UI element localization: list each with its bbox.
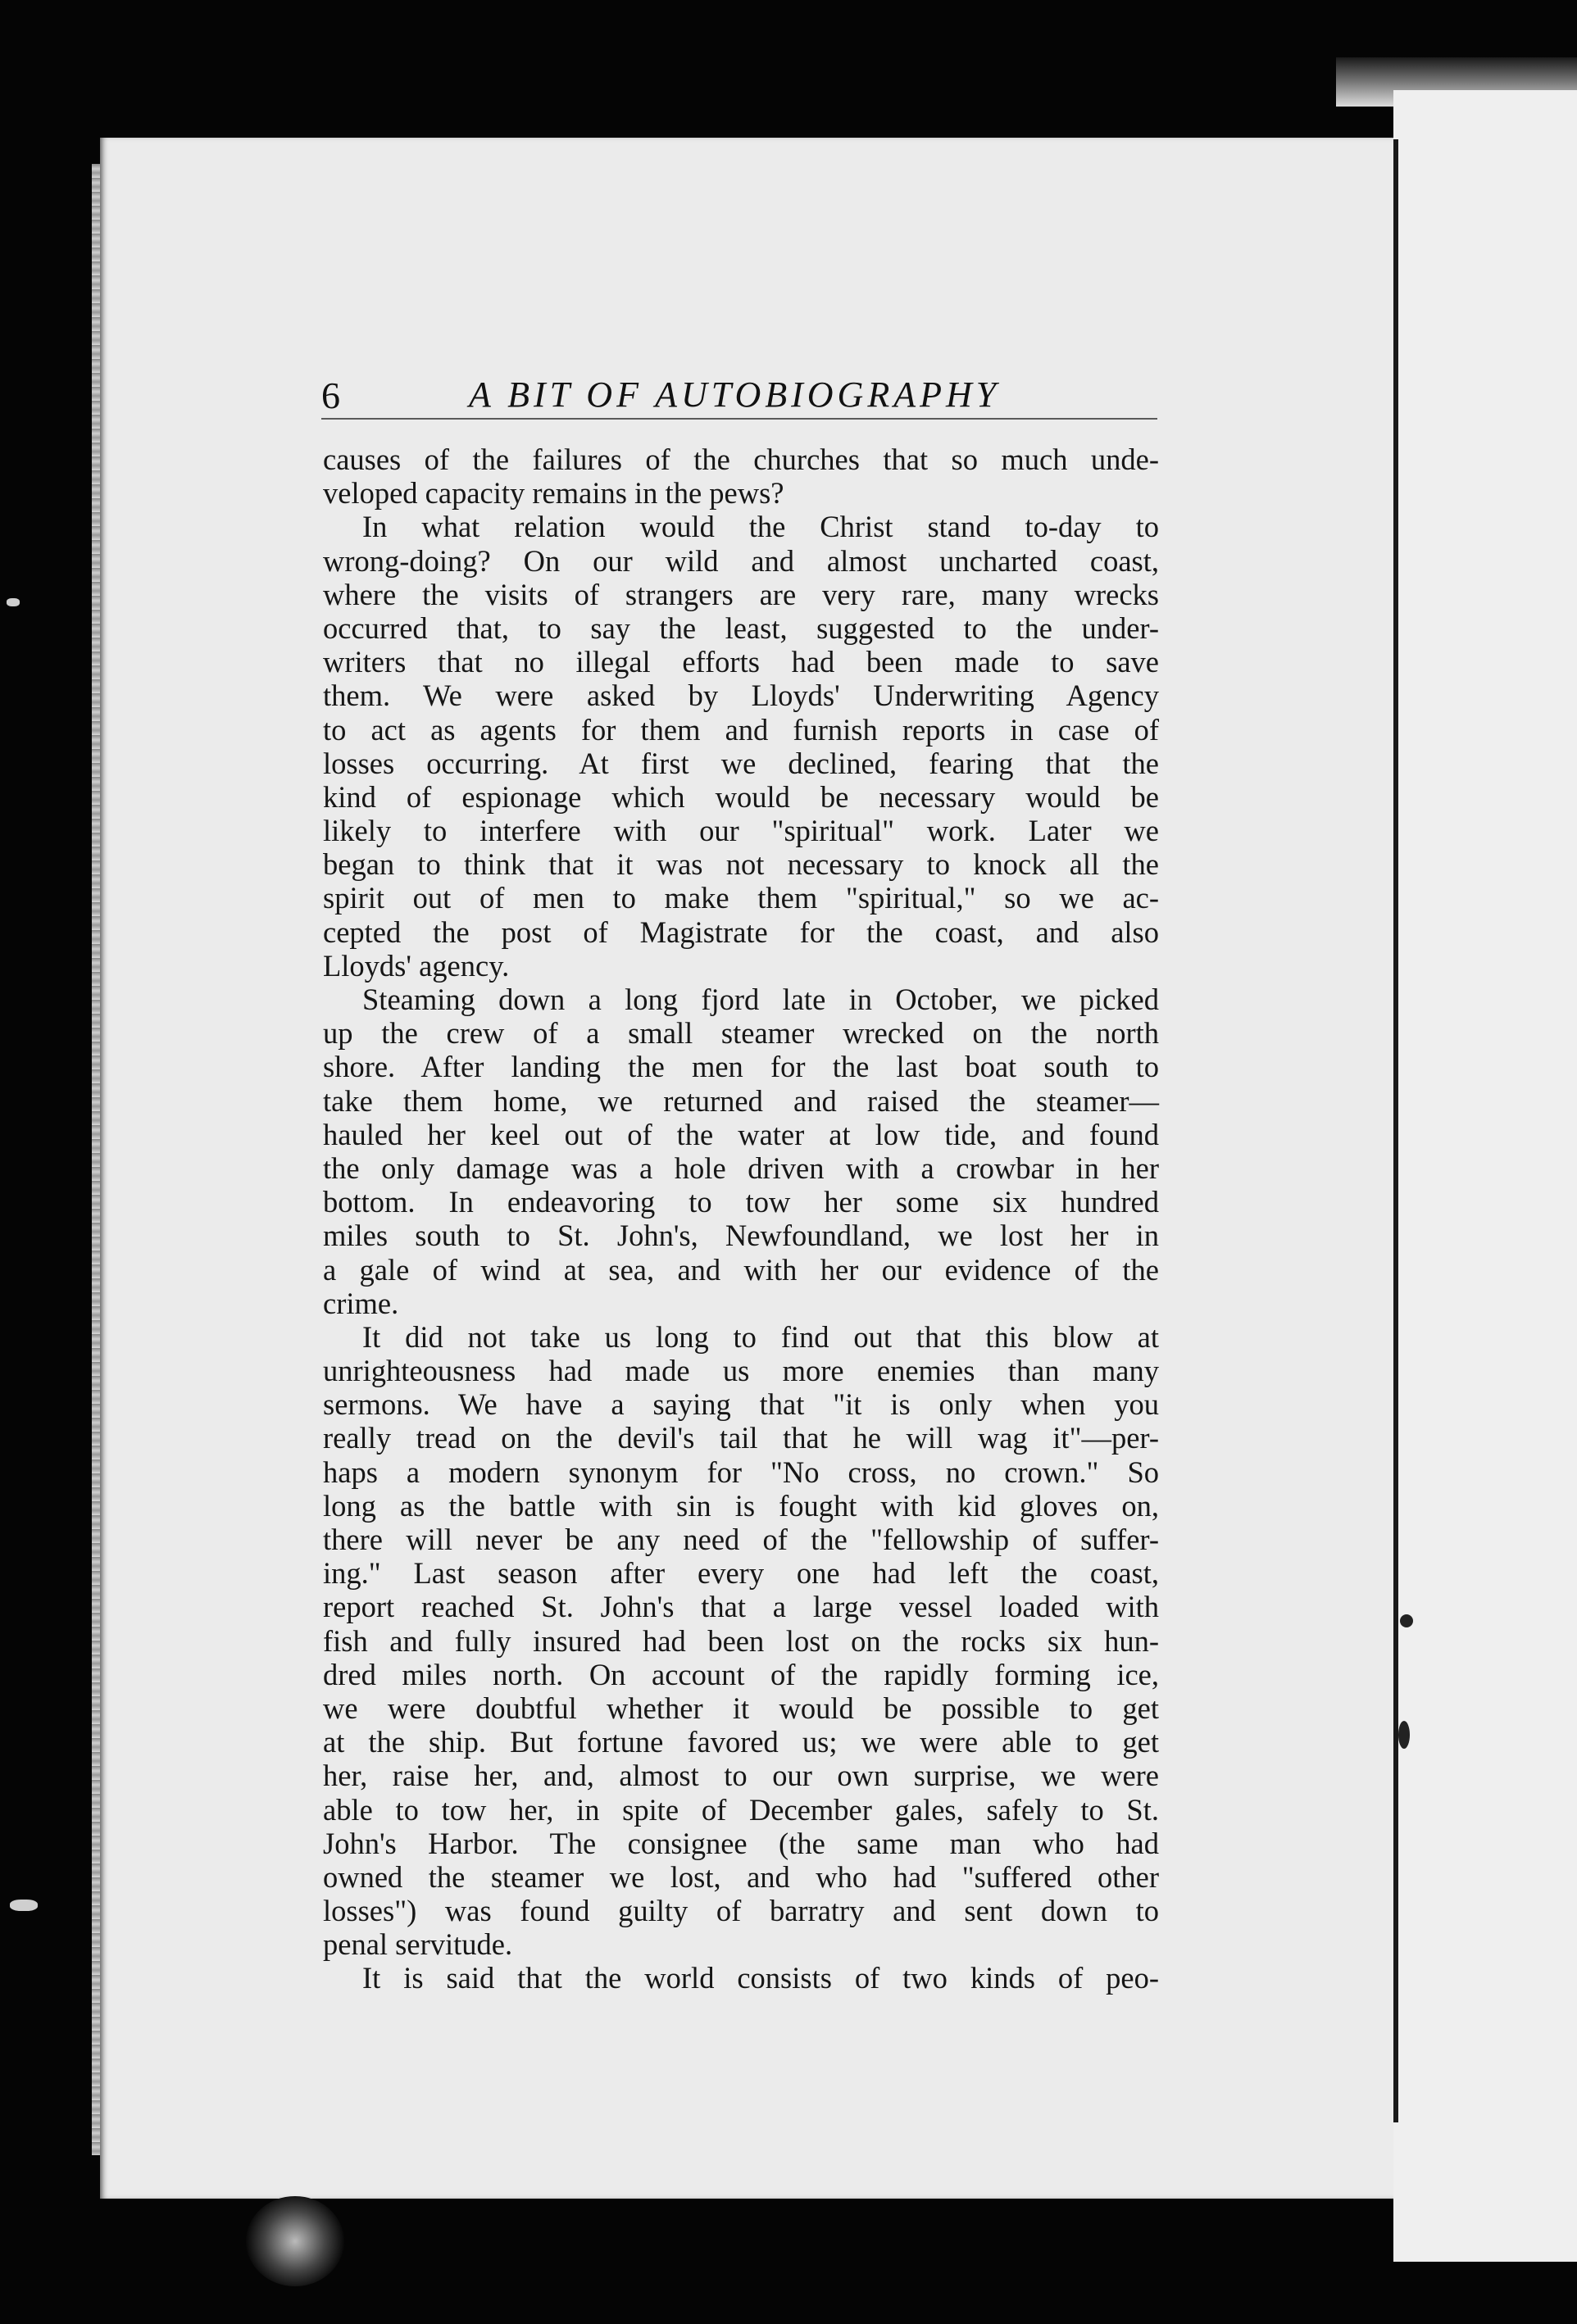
facing-page-mark: [1400, 1614, 1413, 1627]
text-line: began to think that it was not necessary to knock all the: [323, 847, 1159, 882]
text-line: losses occurring. At first we declined, fearing that the: [323, 746, 1159, 780]
text-line: Lloyds' agency.: [323, 948, 510, 983]
text-line: sermons. We have a saying that "it is only when you: [323, 1387, 1159, 1422]
text-line: In what relation would the Christ stand to-day to: [362, 510, 1159, 544]
text-line: losses") was found guilty of barratry and sent down to: [323, 1894, 1159, 1928]
text-line: we were doubtful whether it would be possible to get: [323, 1691, 1159, 1725]
text-line: dred miles north. On account of the rapidly forming ice,: [323, 1657, 1159, 1691]
text-line: take them home, we returned and raised the steamer—: [323, 1083, 1159, 1118]
facing-page: [1393, 90, 1577, 2262]
text-line: the only damage was a hole driven with a crowbar in her: [323, 1151, 1159, 1185]
text-line: where the visits of strangers are very rare, many wrecks: [323, 577, 1159, 611]
text-line: there will never be any need of the "fellowship of suffer-: [323, 1523, 1159, 1556]
text-line: causes of the failures of the churches that so much unde-: [323, 443, 1159, 476]
facing-page-mark: [1398, 1721, 1410, 1749]
text-line: ing." Last season after every one had left the coast,: [323, 1556, 1159, 1591]
text-line: long as the battle with sin is fought with kid gloves on,: [323, 1488, 1159, 1523]
text-line: miles south to St. John's, Newfoundland, we lost her in: [323, 1219, 1159, 1253]
text-line: kind of espionage which would be necessary would be: [323, 779, 1159, 814]
text-line: Steaming down a long fjord late in October, we picked: [362, 983, 1159, 1016]
text-line: wrong-doing? On our wild and almost uncharted coast,: [323, 543, 1159, 578]
text-line: occurred that, to say the least, suggested to the under-: [323, 611, 1159, 645]
page-header: [321, 370, 1157, 420]
page-number: 6: [321, 374, 340, 416]
text-line: a gale of wind at sea, and with her our evidence of the: [323, 1252, 1159, 1287]
text-line: It did not take us long to find out that this blow at: [362, 1319, 1159, 1354]
text-line: writers that no illegal efforts had been made to save: [323, 645, 1159, 679]
facing-page-edge: [1393, 139, 1398, 2122]
text-line: fish and fully insured had been lost on the rocks six hun-: [323, 1623, 1159, 1658]
text-line: her, raise her, and, almost to our own surprise, we were: [323, 1759, 1159, 1793]
text-line: to act as agents for them and furnish reports in case of: [323, 712, 1159, 747]
text-line: at the ship. But fortune favored us; we were able to get: [323, 1725, 1159, 1759]
text-line: likely to interfere with our "spiritual" work. Later we: [323, 814, 1159, 848]
text-line: It is said that the world consists of two kinds of peo-: [362, 1961, 1159, 1995]
text-line: hauled her keel out of the water at low tide, and found: [323, 1117, 1159, 1151]
text-line: spirit out of men to make them "spiritual," so we ac-: [323, 881, 1159, 915]
text-line: crime.: [323, 1286, 399, 1320]
text-line: shore. After landing the men for the last boat south to: [323, 1050, 1159, 1084]
text-line: penal servitude.: [323, 1927, 513, 1962]
body-text: [323, 443, 1159, 1995]
text-line: really tread on the devil's tail that he will wag it"—per-: [323, 1421, 1159, 1455]
text-line: able to tow her, in spite of December gales, safely to St.: [323, 1792, 1159, 1827]
text-line: owned the steamer we lost, and who had "suffered other: [323, 1859, 1159, 1894]
text-line: up the crew of a small steamer wrecked on the north: [323, 1016, 1159, 1051]
text-line: veloped capacity remains in the pews?: [323, 476, 784, 511]
scan-light-glare: [246, 2196, 344, 2286]
text-line: unrighteousness had made us more enemies than many: [323, 1354, 1159, 1388]
text-line: haps a modern synonym for "No cross, no crown." So: [323, 1455, 1159, 1489]
running-head: A BIT OF AUTOBIOGRAPHY: [469, 374, 1001, 415]
text-line: bottom. In endeavoring to tow her some six hundred: [323, 1185, 1159, 1219]
text-line: report reached St. John's that a large vessel loaded with: [323, 1590, 1159, 1624]
text-line: cepted the post of Magistrate for the coast, and also: [323, 915, 1159, 949]
margin-speck: [7, 598, 20, 606]
text-line: them. We were asked by Lloyds' Underwriting Agency: [323, 679, 1159, 713]
margin-speck: [10, 1900, 38, 1911]
text-line: John's Harbor. The consignee (the same man who had: [323, 1826, 1159, 1860]
